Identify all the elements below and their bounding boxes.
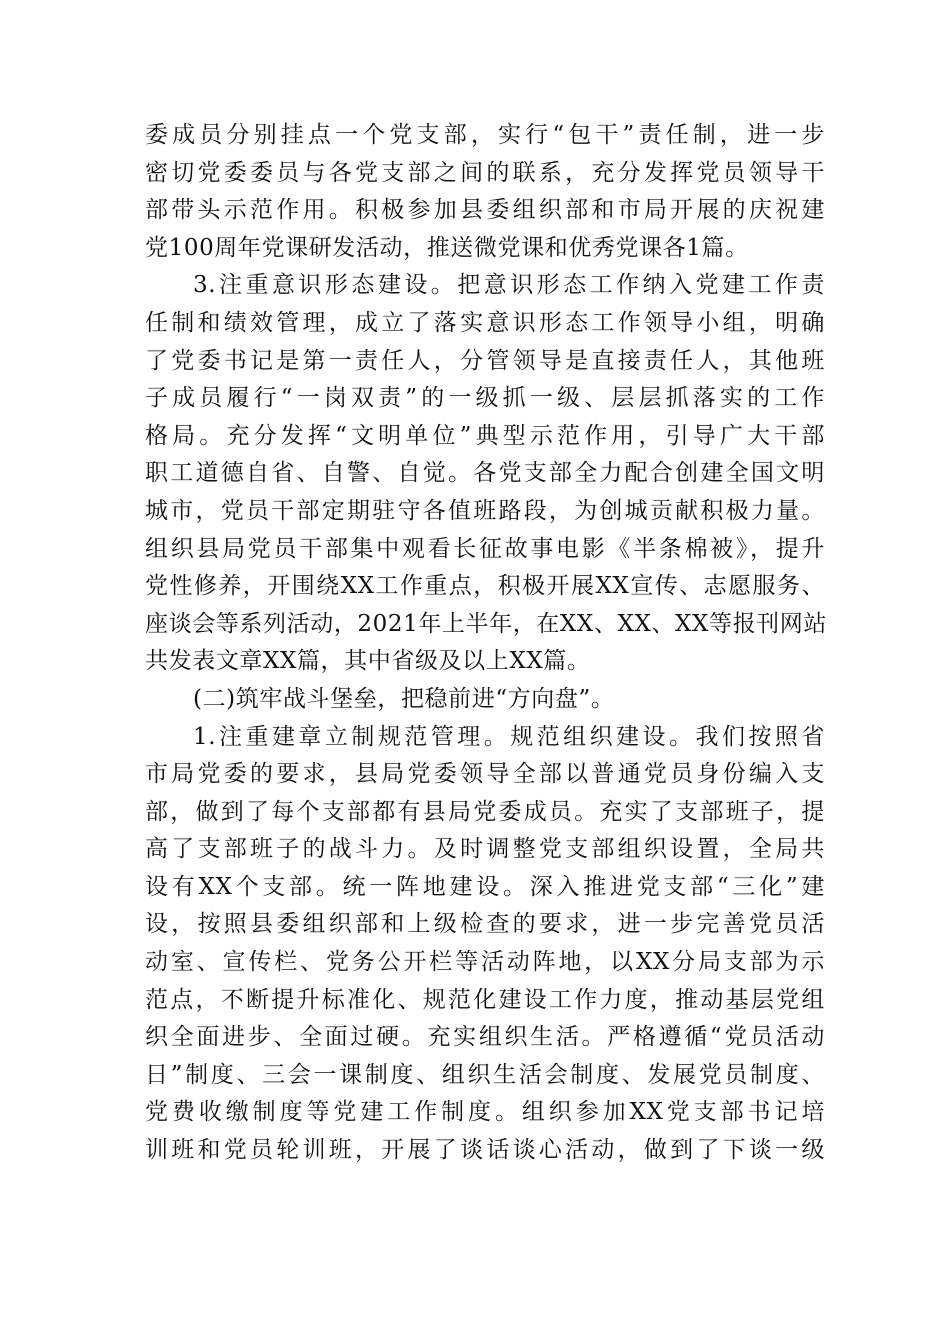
text-line: 密切党委委员与各党支部之间的联系，充分发挥党员领导干 bbox=[145, 159, 825, 186]
text-line: 设有XX个支部。统一阵地建设。深入推进党支部“三化”建 bbox=[145, 873, 825, 900]
paragraph-ideology-building bbox=[145, 267, 825, 681]
text-line: 任制和绩效管理，成立了落实意识形态工作领导小组，明确 bbox=[145, 309, 825, 336]
text-line: 子成员履行“一岗双责”的一级抓一级、层层抓落实的工作 bbox=[145, 385, 825, 412]
section-heading-text: (二)筑牢战斗堡垒，把稳前进“方向盘”。 bbox=[193, 685, 615, 712]
text-line: 日”制度、三会一课制度、组织生活会制度、发展党员制度、 bbox=[145, 1061, 825, 1088]
text-line: 1.注重建章立制规范管理。规范组织建设。我们按照省 bbox=[193, 723, 825, 750]
text-line: 了党委书记是第一责任人，分管领导是直接责任人，其他班 bbox=[145, 347, 825, 374]
text-line: 部，做到了每个支部都有县局党委成员。充实了支部班子，提 bbox=[145, 798, 825, 825]
text-line: 党100周年党课研发活动，推送微党课和优秀党课各1篇。 bbox=[145, 234, 749, 261]
text-line: 格局。充分发挥“文明单位”典型示范作用，引导广大干部 bbox=[145, 422, 825, 449]
text-line: 3.注重意识形态建设。把意识形态工作纳入党建工作责 bbox=[193, 272, 825, 299]
text-line: 组织县局党员干部集中观看长征故事电影《半条棉被》，提升 bbox=[145, 535, 825, 562]
text-line: 党费收缴制度等党建工作制度。组织参加XX党支部书记培 bbox=[145, 1099, 825, 1126]
section-heading bbox=[145, 681, 825, 719]
text-line: 委成员分别挂点一个党支部，实行“包干”责任制，进一步 bbox=[145, 122, 825, 148]
text-line: 职工道德自省、自警、自觉。各党支部全力配合创建全国文明 bbox=[145, 460, 825, 487]
text-line: 共发表文章XX篇，其中省级及以上XX篇。 bbox=[145, 648, 591, 675]
text-line: 高了支部班子的战斗力。及时调整党支部组织设置，全局共 bbox=[145, 836, 825, 863]
text-line: 城市，党员干部定期驻守各值班路段，为创城贡献积极力量。 bbox=[145, 497, 825, 524]
text-line: 设，按照县委组织部和上级检查的要求，进一步完善党员活 bbox=[145, 911, 825, 938]
text-line: 党性修养，开围绕XX工作重点，积极开展XX宣传、志愿服务、 bbox=[145, 573, 825, 600]
text-line: 部带头示范作用。积极参加县委组织部和市局开展的庆祝建 bbox=[145, 197, 825, 224]
text-line: 织全面进步、全面过硬。充实组织生活。严格遵循“党员活动 bbox=[145, 1024, 825, 1051]
paragraph-rules-management bbox=[145, 719, 825, 1170]
text-line: 座谈会等系列活动，2021年上半年，在XX、XX、XX等报刊网站 bbox=[145, 610, 827, 637]
paragraph-party-liaison bbox=[145, 117, 825, 267]
document-body bbox=[145, 117, 825, 1170]
text-line: 市局党委的要求，县局党委领导全部以普通党员身份编入支 bbox=[145, 761, 825, 788]
text-line: 动室、宣传栏、党务公开栏等活动阵地，以XX分局支部为示 bbox=[145, 949, 825, 976]
text-line: 范点，不断提升标准化、规范化建设工作力度，推动基层党组 bbox=[145, 986, 825, 1013]
text-line: 训班和党员轮训班，开展了谈话谈心活动，做到了下谈一级 bbox=[145, 1137, 825, 1164]
